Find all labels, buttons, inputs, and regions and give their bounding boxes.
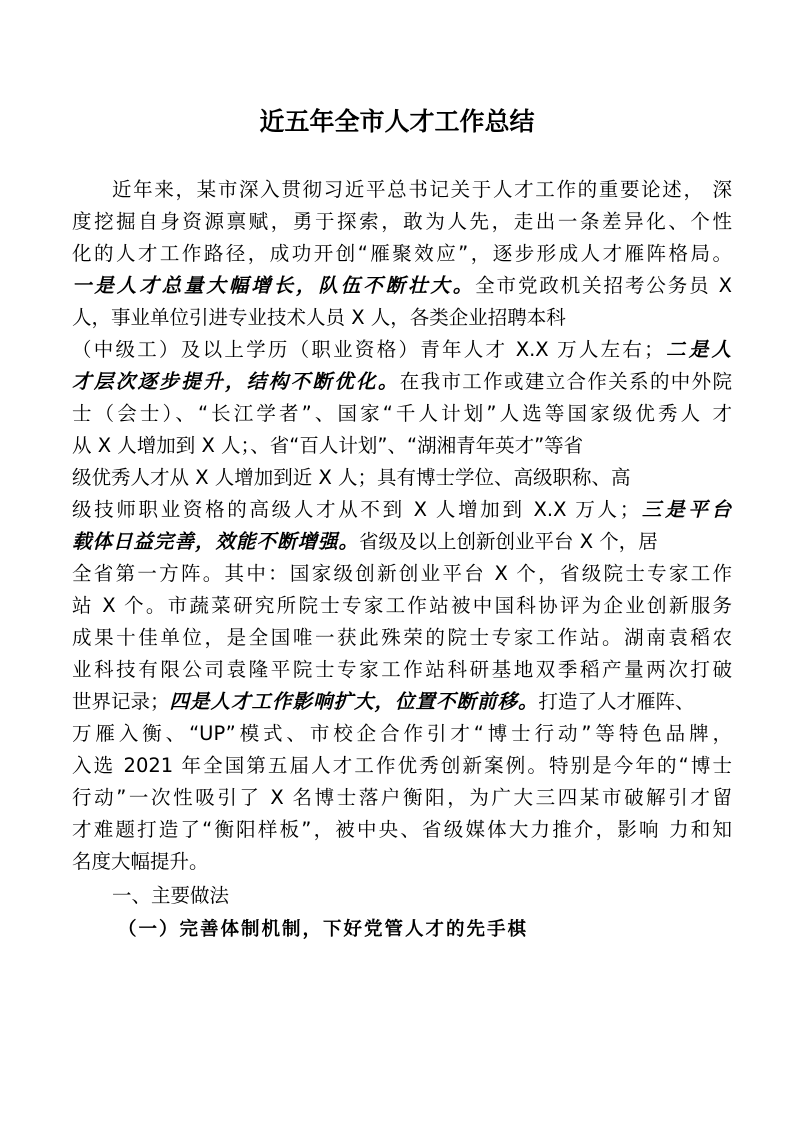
paragraph-line	[72, 430, 732, 462]
emphasis-run: 三是平台	[639, 498, 732, 521]
text-run: 站 X 个。市蔬菜研究所院士专家工作站被中国科协评为企业创新服务	[72, 594, 732, 617]
document-title: 近五年全市人才工作总结	[259, 107, 535, 136]
text-run: 行动”一次性吸引了 X 名博士落户衡阳，为广大三四某市破解引才留	[72, 786, 732, 809]
text-run: 名度大幅提升。	[72, 850, 209, 873]
text-run: 省级及以上创新创业平台 X 个，居	[359, 530, 658, 553]
paragraph-line	[112, 174, 732, 206]
text-run: 级技师职业资格的高级人才从不到 X 人增加到 X.X 万人；	[72, 498, 640, 521]
paragraph-line	[72, 462, 732, 494]
text-run: 度挖掘自身资源禀赋，勇于探索，敢为人先，走出一条差异化、个性	[72, 210, 732, 233]
paragraph-line	[72, 654, 732, 686]
paragraph-line	[72, 782, 732, 814]
text-run: 在我市工作或建立合作关系的中外院	[399, 370, 732, 393]
text-run: 世界记录；	[72, 690, 170, 713]
emphasis-run: 二是人	[663, 338, 732, 361]
section-heading: 一、主要做法	[112, 884, 230, 907]
text-run: 士（会士）、“长江学者”、国家“千人计划”人选等国家级优秀人 才	[72, 402, 732, 425]
text-run: 才难题打造了“衡阳样板”，被中央、省级媒体大力推介，影响 力和知	[72, 818, 732, 841]
text-run: 入选 2021 年全国第五届人才工作优秀创新案例。特别是今年的“博士	[72, 754, 732, 777]
paragraph-line	[72, 846, 732, 878]
text-run: （中级工）及以上学历（职业资格）青年人才 X.X 万人左右；	[72, 338, 664, 361]
paragraph-line	[72, 334, 732, 366]
emphasis-run: 载体日益完善，效能不断增强。	[72, 530, 360, 553]
paragraph-line	[72, 686, 732, 718]
text-run: 化的人才工作路径，成功开创“雁聚效应”，逐步形成人才雁阵格局。	[72, 242, 732, 265]
emphasis-run: 一是人才总量大幅增长，队伍不断壮大。	[72, 274, 476, 297]
paragraph-line	[72, 494, 732, 526]
text-run: 全市党政机关招考公务员 X	[475, 274, 732, 297]
paragraph-line	[72, 206, 732, 238]
text-run: 级优秀人才从 X 人增加到近 X 人；具有博士学位、高级职称、高	[72, 466, 631, 489]
paragraph-line	[72, 238, 732, 270]
paragraph-line	[72, 814, 732, 846]
paragraph-line	[72, 590, 732, 622]
text-run: 成果十佳单位，是全国唯一获此殊荣的院士专家工作站。湖南袁稻农	[72, 626, 732, 649]
paragraph-line	[72, 718, 732, 750]
paragraph-line	[72, 558, 732, 590]
subsection-heading: （一）完善体制机制，下好党管人才的先手棋	[118, 919, 529, 940]
emphasis-run: 才层次逐步提升，结构不断优化。	[72, 370, 400, 393]
paragraph-line	[72, 750, 732, 782]
text-run: 业科技有限公司袁隆平院士专家工作站科研基地双季稻产量两次打破	[72, 658, 732, 681]
paragraph-line	[72, 622, 732, 654]
text-run: 从 X 人增加到 X 人；、省“百人计划”、“湖湘青年英才”等省	[72, 434, 584, 457]
paragraph-line	[72, 366, 732, 398]
text-run: 打造了人才雁阵、	[538, 690, 695, 713]
paragraph-line	[72, 526, 732, 558]
paragraph-line	[72, 302, 732, 334]
text-run: 全省第一方阵。其中：国家级创新创业平台 X 个，省级院士专家工作	[72, 562, 732, 585]
text-run: 万雁入衡、“UP”模式、市校企合作引才“博士行动”等特色品牌，	[72, 722, 732, 745]
paragraph-line	[72, 270, 732, 302]
emphasis-run: 四是人才工作影响扩大，位置不断前移。	[169, 690, 539, 713]
paragraph-line	[72, 398, 732, 430]
text-run: 近年来，某市深入贯彻习近平总书记关于人才工作的重要论述， 深	[112, 178, 732, 201]
text-run: 人，事业单位引进专业技术人员 X 人，各类企业招聘本科	[72, 306, 566, 329]
